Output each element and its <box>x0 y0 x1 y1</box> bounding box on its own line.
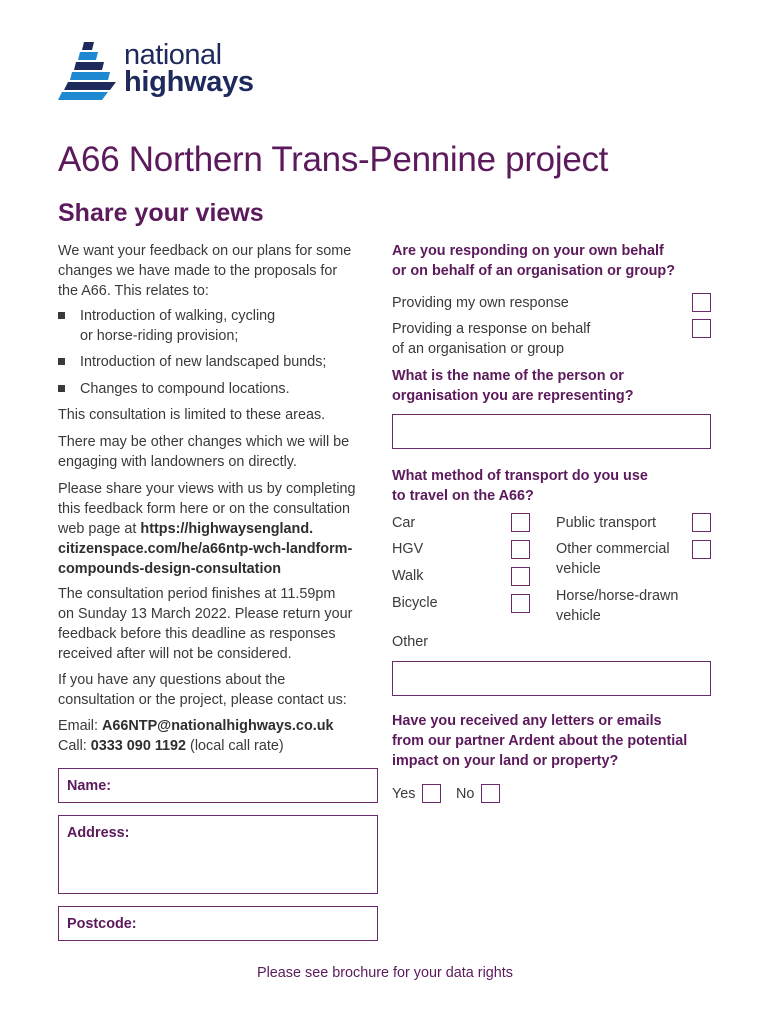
para-line <box>58 519 383 539</box>
transport-other-label: Other <box>392 634 428 650</box>
bullet-square-icon <box>58 385 65 392</box>
para-line: There may be other changes which we will be <box>58 434 350 450</box>
question-line: from our partner Ardent about the potential <box>392 733 688 749</box>
organisation-response-checkbox[interactable] <box>692 319 711 338</box>
transport-hgv-label: HGV <box>392 541 424 557</box>
answer-no-label: No <box>456 786 475 802</box>
consultation-link[interactable]: https://highwaysengland. <box>140 521 314 537</box>
call-note: (local call rate) <box>186 738 284 754</box>
option-line: vehicle <box>556 608 601 624</box>
contact-paragraph <box>58 670 383 710</box>
option-line: vehicle <box>556 561 601 577</box>
bullet-text: Changes to compound locations. <box>80 381 290 397</box>
question-line: What is the name of the person or <box>392 368 624 384</box>
para-line: The consultation period finishes at 11.59pm <box>58 586 336 602</box>
data-rights-note: Please see brochure for your data rights <box>257 965 513 981</box>
para-text: web page at <box>58 521 141 537</box>
contact-details <box>58 716 383 756</box>
question-line: organisation you are representing? <box>392 388 634 404</box>
question-line: Are you responding on your own behalf <box>392 243 664 259</box>
para-line: this feedback form here or on the consultation <box>58 501 350 517</box>
transport-bicycle-checkbox[interactable] <box>511 594 530 613</box>
bullet-square-icon <box>58 312 65 319</box>
para-line: feedback before this deadline as responses <box>58 626 336 642</box>
representing-input[interactable] <box>392 414 711 449</box>
transport-horse-label <box>556 586 678 626</box>
question-line: What method of transport do you use <box>392 468 648 484</box>
name-field[interactable] <box>58 768 378 803</box>
transport-commercial-checkbox[interactable] <box>692 540 711 559</box>
option-line: Providing a response on behalf <box>392 321 591 337</box>
answer-yes-label: Yes <box>392 786 416 802</box>
transport-car-checkbox[interactable] <box>511 513 530 532</box>
logo-line1: national <box>124 39 222 71</box>
option-own-response-label: Providing my own response <box>392 295 569 311</box>
bullet-text: Introduction of walking, cycling <box>80 308 276 324</box>
postcode-field[interactable] <box>58 906 378 941</box>
page-subtitle: Share your views <box>58 199 264 227</box>
para-line: received after will not be considered. <box>58 646 292 662</box>
transport-commercial-label <box>556 539 670 579</box>
para-line: on Sunday 13 March 2022. Please return your <box>58 606 353 622</box>
transport-walk-label: Walk <box>392 568 424 584</box>
national-highways-mark-icon <box>58 40 122 102</box>
question-transport-method <box>392 466 722 506</box>
para-line: engaging with landowners on directly. <box>58 454 297 470</box>
phone-number[interactable]: 0333 090 1192 <box>90 738 187 754</box>
postcode-label: Postcode: <box>67 916 137 932</box>
question-line: impact on your land or property? <box>392 753 619 769</box>
landowners-paragraph <box>58 432 383 472</box>
bullet-square-icon <box>58 358 65 365</box>
deadline-paragraph <box>58 584 383 664</box>
transport-car-label: Car <box>392 515 416 531</box>
transport-other-input[interactable] <box>392 661 711 696</box>
question-line: to travel on the A66? <box>392 488 534 504</box>
question-ardent-letters <box>392 711 722 771</box>
para-line: Please share your views with us by completing <box>58 481 356 497</box>
transport-public-label: Public transport <box>556 515 656 531</box>
transport-walk-checkbox[interactable] <box>511 567 530 586</box>
question-line: Have you received any letters or emails <box>392 713 662 729</box>
email-link[interactable]: A66NTP@nationalhighways.co.uk <box>101 718 334 734</box>
option-line: of an organisation or group <box>392 341 565 357</box>
intro-line: changes we have made to the proposals for <box>58 263 338 279</box>
scope-paragraph: This consultation is limited to these areas. <box>58 407 326 423</box>
option-organisation-label <box>392 319 590 359</box>
consultation-link[interactable]: citizenspace.com/he/a66ntp-wch-landform- <box>58 541 353 557</box>
address-label: Address: <box>67 825 130 841</box>
option-line: Horse/horse-drawn <box>556 588 679 604</box>
call-label: Call: <box>58 738 91 754</box>
logo-line2: highways <box>124 66 254 98</box>
question-responding-behalf <box>392 241 722 281</box>
bullet-text: or horse-riding provision; <box>80 328 239 344</box>
intro-line: the A66. This relates to: <box>58 283 209 299</box>
transport-bicycle-label: Bicycle <box>392 595 438 611</box>
transport-public-checkbox[interactable] <box>692 513 711 532</box>
national-highways-logo <box>58 40 273 102</box>
question-line: or on behalf of an organisation or group? <box>392 263 676 279</box>
answer-no-checkbox[interactable] <box>481 784 500 803</box>
email-label: Email: <box>58 718 102 734</box>
share-views-paragraph <box>58 479 383 579</box>
bullet-text: Introduction of new landscaped bunds; <box>80 354 327 370</box>
answer-yes-checkbox[interactable] <box>422 784 441 803</box>
page-title: A66 Northern Trans-Pennine project <box>58 140 609 179</box>
transport-hgv-checkbox[interactable] <box>511 540 530 559</box>
name-label: Name: <box>67 778 111 794</box>
intro-line: We want your feedback on our plans for some <box>58 243 352 259</box>
para-line: consultation or the project, please contact us: <box>58 692 347 708</box>
own-response-checkbox[interactable] <box>692 293 711 312</box>
intro-paragraph <box>58 241 383 301</box>
consultation-link[interactable]: compounds-design-consultation <box>58 561 282 577</box>
option-line: Other commercial <box>556 541 670 557</box>
para-line: If you have any questions about the <box>58 672 286 688</box>
question-representing <box>392 366 722 406</box>
address-field[interactable] <box>58 815 378 894</box>
